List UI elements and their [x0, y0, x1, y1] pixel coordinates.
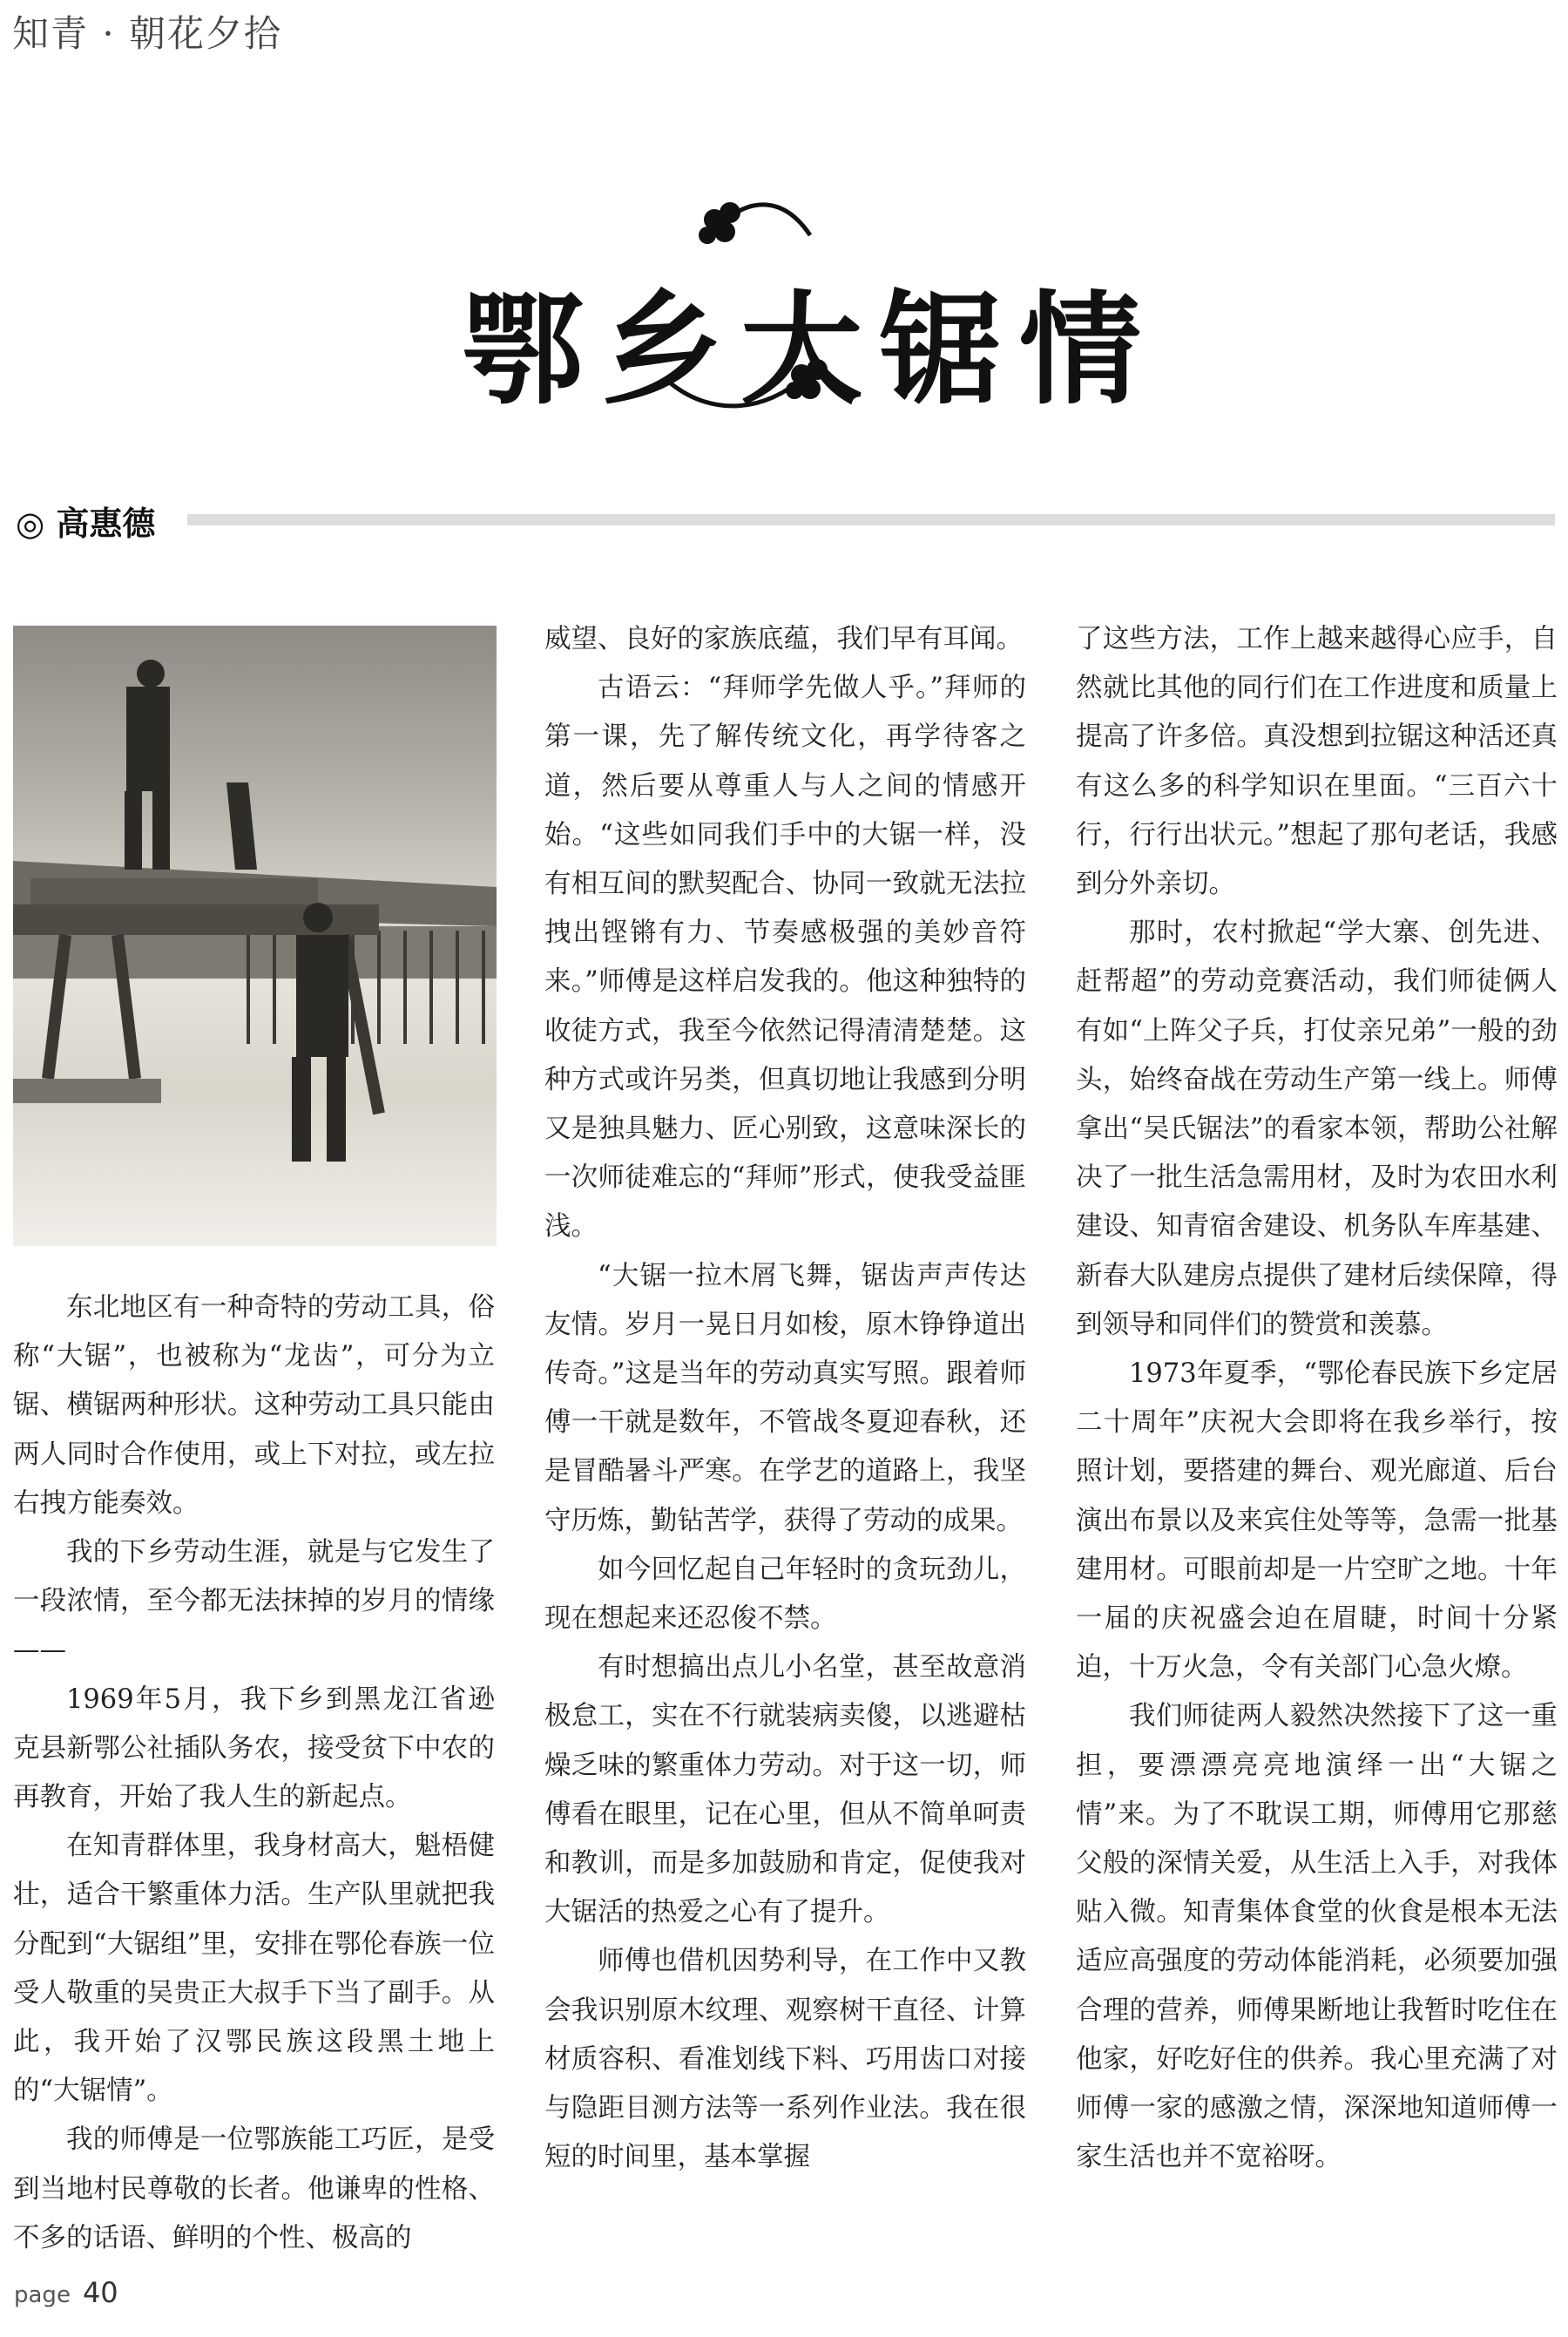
paragraph-continued: 威望、良好的家族底蕴，我们早有耳闻。 [544, 624, 1023, 654]
page-number: 40 [82, 2276, 118, 2309]
paragraph: 师傅也借机因势利导，在工作中又教会我识别原木纹理、观察树干直径、计算材质容积、看准划线下料、巧用齿口对接与隐距目测方法等一系列作业法。我在很短的时间里，基本掌握 [544, 1946, 1026, 2173]
paragraph: 我的下乡劳动生涯，就是与它发生了一段浓情，至今都无法抹掉的岁月的情缘—— [13, 1537, 495, 1666]
paragraph: “大锯一拉木屑飞舞，锯齿声声传达友情。岁月一晃日月如梭，原木铮铮道出传奇。”这是当年的劳动真实写照。跟着师傅一干就是数年，不管战冬夏迎春秋，还是冒酷暑斗严寒。在学艺的道路上，我坚守历炼，勤钻苦学，获得了劳动的成果。 [544, 1260, 1026, 1536]
byline-mark-icon: ◎ [16, 505, 45, 543]
article-title-block [0, 200, 1568, 427]
byline [16, 497, 155, 545]
page-label: page [14, 2282, 71, 2308]
column-2 [544, 615, 1026, 2183]
paragraph: 在知青群体里，我身材高大，魁梧健壮，适合干繁重体力活。生产队里就把我分配到“大锯组”里，安排在鄂伦春族一位受人敬重的吴贵正大叔手下当了副手。从此，我开始了汉鄂民族这段黑土地上的“大锯情”。 [13, 1831, 495, 2107]
column-1 [13, 1284, 495, 2263]
article-title: 鄂乡大锯情 [462, 280, 1159, 422]
section-label: 知青 · 朝花夕拾 [12, 12, 283, 55]
paragraph: 东北地区有一种奇特的劳动工具，俗称“大锯”，也被称为“龙齿”，可分为立锯、横锯两种形状。这种劳动工具只能由两人同时合作使用，或上下对拉，或左拉右拽方能奏效。 [13, 1292, 495, 1519]
column-3 [1076, 615, 1558, 2183]
paragraph: 古语云：“拜师学先做人乎。”拜师的第一课，先了解传统文化，再学待客之道，然后要从尊重人与人之间的情感开始。“这些如同我们手中的大锯一样，没有相互间的默契配合、协同一致就无法拉拽出铿锵有力、节奏感极强的美妙音符来。”师傅是这样启发我的。他这种独特的收徒方式，我至今依然记得清清楚楚。这种方式或许另类，但真切地让我感到分明又是独具魅力、匠心别致，这意味深长的一次师徒难忘的“拜师”形式，使我受益匪浅。 [544, 673, 1026, 1243]
author-name: 高惠德 [56, 505, 156, 543]
paragraph: 有时想搞出点儿小名堂，甚至故意消极怠工，实在不行就装病卖傻，以逃避枯燥乏味的繁重体力劳动。对于这一切，师傅看在眼里，记在心里，但从不简单呵责和教训，而是多加鼓励和肯定，促使我对大锯活的热爱之心有了提升。 [544, 1652, 1026, 1928]
page-footer [14, 2276, 118, 2309]
paragraph: 那时，农村掀起“学大寨、创先进、赶帮超”的劳动竞赛活动，我们师徒俩人有如“上阵父子兵，打仗亲兄弟”一般的劲头，始终奋战在劳动生产第一线上。师傅拿出“吴氏锯法”的看家本领，帮助公社解决了一批生活急需用材，及时为农田水利建设、知青宿舍建设、机务队车库基建、新春大队建房点提供了建材后续保障，得到领导和同伴们的赞赏和羡慕。 [1076, 918, 1558, 1340]
paragraph: 如今回忆起自己年轻时的贪玩劲儿，现在想起来还忍俊不禁。 [544, 1554, 1026, 1635]
paragraph: 1973年夏季，“鄂伦春民族下乡定居二十周年”庆祝大会即将在我乡举行，按照计划，要搭建的舞台、观光廊道、后台演出布景以及来宾住处等等，急需一批基建用材。可眼前却是一片空旷之地。十年一届的庆祝盛会迫在眉睫，时间十分紧迫，十万火急，令有关部门心急火燎。 [1076, 1358, 1558, 1683]
paragraph: 我们师徒两人毅然决然接下了这一重担，要漂漂亮亮地演绎一出“大锯之情”来。为了不耽误工期，师傅用它那慈父般的深情关爱，从生活上入手，对我体贴入微。知青集体食堂的伙食是根本无法适应高强度的劳动体能消耗，必须要加强合理的营养，师傅果断地让我暂时吃住在他家，好吃好住的供养。我心里充满了对师傅一家的感激之情，深深地知道师傅一家生活也并不宽裕呀。 [1076, 1701, 1558, 2173]
historical-photo [13, 626, 497, 1246]
paragraph-continued: 了这些方法，工作上越来越得心应手，自然就比其他的同行们在工作进度和质量上提高了许多倍。真没想到拉锯这种活还真有这么多的科学知识在里面。“三百六十行，行行出状元。”想起了那句老话，我感到分外亲切。 [1076, 624, 1558, 900]
byline-divider [187, 514, 1555, 525]
paragraph: 我的师傅是一位鄂族能工巧匠，是受到当地村民尊敬的长者。他谦卑的性格、不多的话语、鲜明的个性、极高的 [13, 2124, 495, 2253]
paragraph: 1969年5月，我下乡到黑龙江省逊克县新鄂公社插队务农，接受贫下中农的再教育，开始了我人生的新起点。 [13, 1683, 495, 1813]
